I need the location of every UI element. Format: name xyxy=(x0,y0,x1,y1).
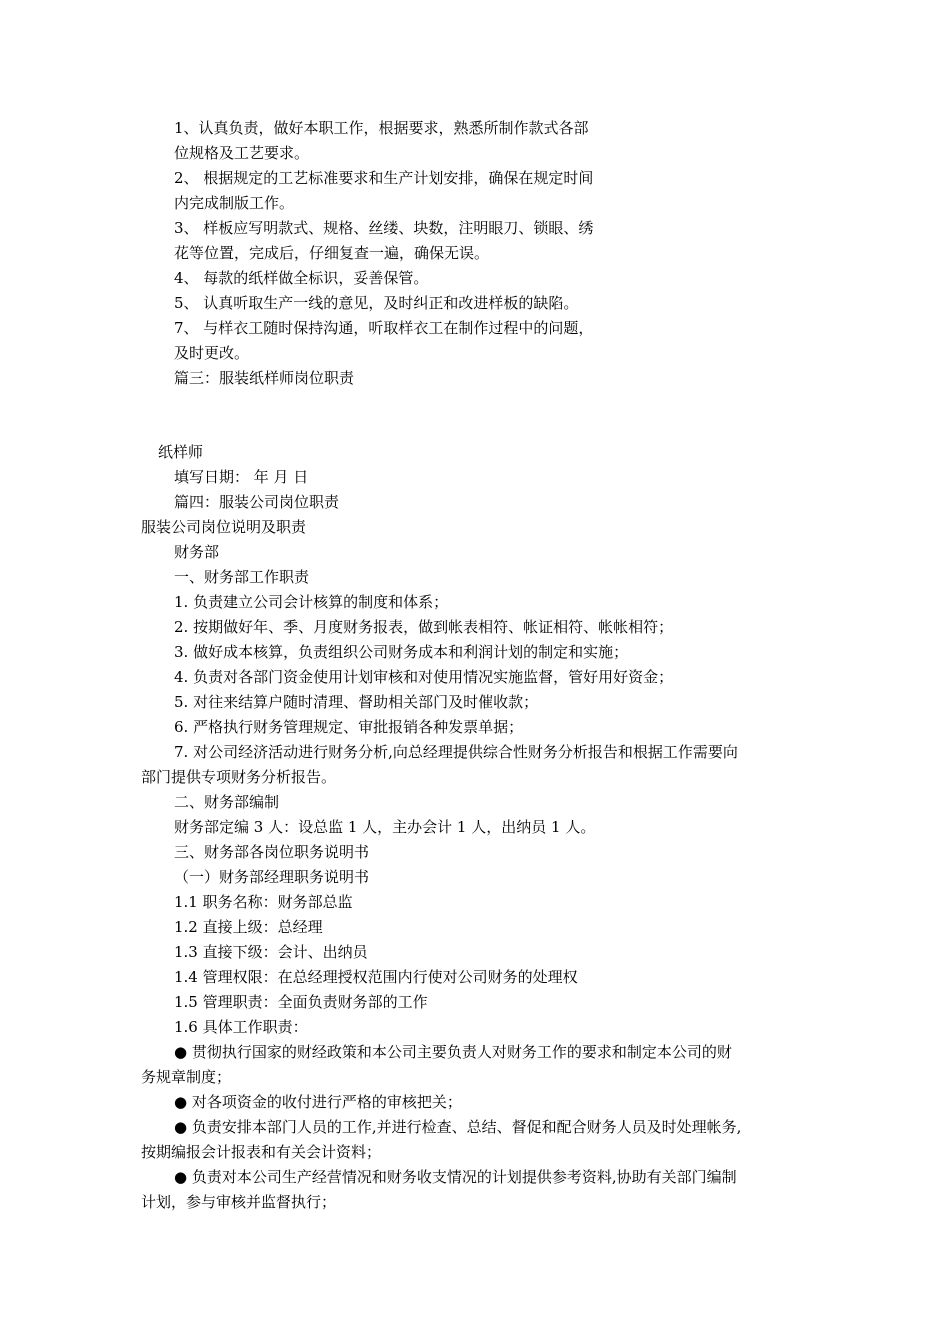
list-line: 5、 认真听取生产一线的意见，及时纠正和改进样板的缺陷。 xyxy=(174,294,579,312)
list-line: 花等位置，完成后，仔细复查一遍，确保无误。 xyxy=(174,244,490,262)
bullet-line: 按期编报会计报表和有关会计资料； xyxy=(141,1143,382,1161)
body-line: 7. 对公司经济活动进行财务分析,向总经理提供综合性财务分析报告和根据工作需要向 xyxy=(174,743,738,761)
section-heading: 篇三：服装纸样师岗位职责 xyxy=(174,369,355,387)
bullet-line: 计划，参与审核并监督执行； xyxy=(141,1193,337,1211)
date-line: 填写日期： 年 月 日 xyxy=(174,468,309,486)
body-line: 1.2 直接上级：总经理 xyxy=(174,918,323,936)
list-line: 2、 根据规定的工艺标准要求和生产计划安排，确保在规定时间 xyxy=(174,169,594,187)
body-line: 1. 负责建立公司会计核算的制度和体系； xyxy=(174,593,449,611)
body-line: 3. 做好成本核算，负责组织公司财务成本和利润计划的制定和实施； xyxy=(174,643,629,661)
bullet-line: ● 对各项资金的收付进行严格的审核把关； xyxy=(174,1093,462,1111)
list-line: 7、 与样衣工随时保持沟通，听取样衣工在制作过程中的问题， xyxy=(174,319,594,337)
document-title: 服装公司岗位说明及职责 xyxy=(141,518,307,536)
body-line: （一）财务部经理职务说明书 xyxy=(174,868,370,886)
list-line: 4、 每款的纸样做全标识，妥善保管。 xyxy=(174,269,429,287)
list-line: 1、认真负责，做好本职工作，根据要求，熟悉所制作款式各部 xyxy=(174,119,589,137)
bullet-line: ● 负责对本公司生产经营情况和财务收支情况的计划提供参考资料,协助有关部门编制 xyxy=(174,1168,737,1186)
list-line: 内完成制版工作。 xyxy=(174,194,295,212)
body-line: 1.5 管理职责：全面负责财务部的工作 xyxy=(174,993,428,1011)
body-line: 1.3 直接下级：会计、出纳员 xyxy=(174,943,368,961)
body-line: 一、财务部工作职责 xyxy=(174,568,310,586)
bullet-line: ● 负责安排本部门人员的工作,并进行检查、总结、督促和配合财务人员及时处理帐务, xyxy=(174,1118,742,1136)
body-line: 财务部定编 3 人：设总监 1 人，主办会计 1 人，出纳员 1 人。 xyxy=(174,818,596,836)
body-line: 6. 严格执行财务管理规定、审批报销各种发票单据； xyxy=(174,718,524,736)
body-line: 5. 对往来结算户随时清理、督助相关部门及时催收款； xyxy=(174,693,539,711)
body-line: 4. 负责对各部门资金使用计划审核和对使用情况实施监督，管好用好资金； xyxy=(174,668,674,686)
body-line: 三、财务部各岗位职务说明书 xyxy=(174,843,370,861)
body-line: 1.6 具体工作职责： xyxy=(174,1018,308,1036)
body-line: 二、财务部编制 xyxy=(174,793,280,811)
department-title: 财务部 xyxy=(174,543,220,561)
list-line: 位规格及工艺要求。 xyxy=(174,144,310,162)
body-line: 2. 按期做好年、季、月度财务报表，做到帐表相符、帐证相符、帐帐相符； xyxy=(174,618,674,636)
bullet-line: ● 贯彻执行国家的财经政策和本公司主要负责人对财务工作的要求和制定本公司的财 xyxy=(174,1043,732,1061)
body-line: 1.1 职务名称：财务部总监 xyxy=(174,893,353,911)
body-line: 部门提供专项财务分析报告。 xyxy=(141,768,337,786)
role-title: 纸样师 xyxy=(158,443,204,461)
body-line: 1.4 管理权限：在总经理授权范围内行使对公司财务的处理权 xyxy=(174,968,578,986)
bullet-line: 务规章制度； xyxy=(141,1068,232,1086)
list-line: 及时更改。 xyxy=(174,344,250,362)
list-line: 3、 样板应写明款式、规格、丝缕、块数，注明眼刀、锁眼、绣 xyxy=(174,219,594,237)
section-heading: 篇四：服装公司岗位职责 xyxy=(174,493,340,511)
